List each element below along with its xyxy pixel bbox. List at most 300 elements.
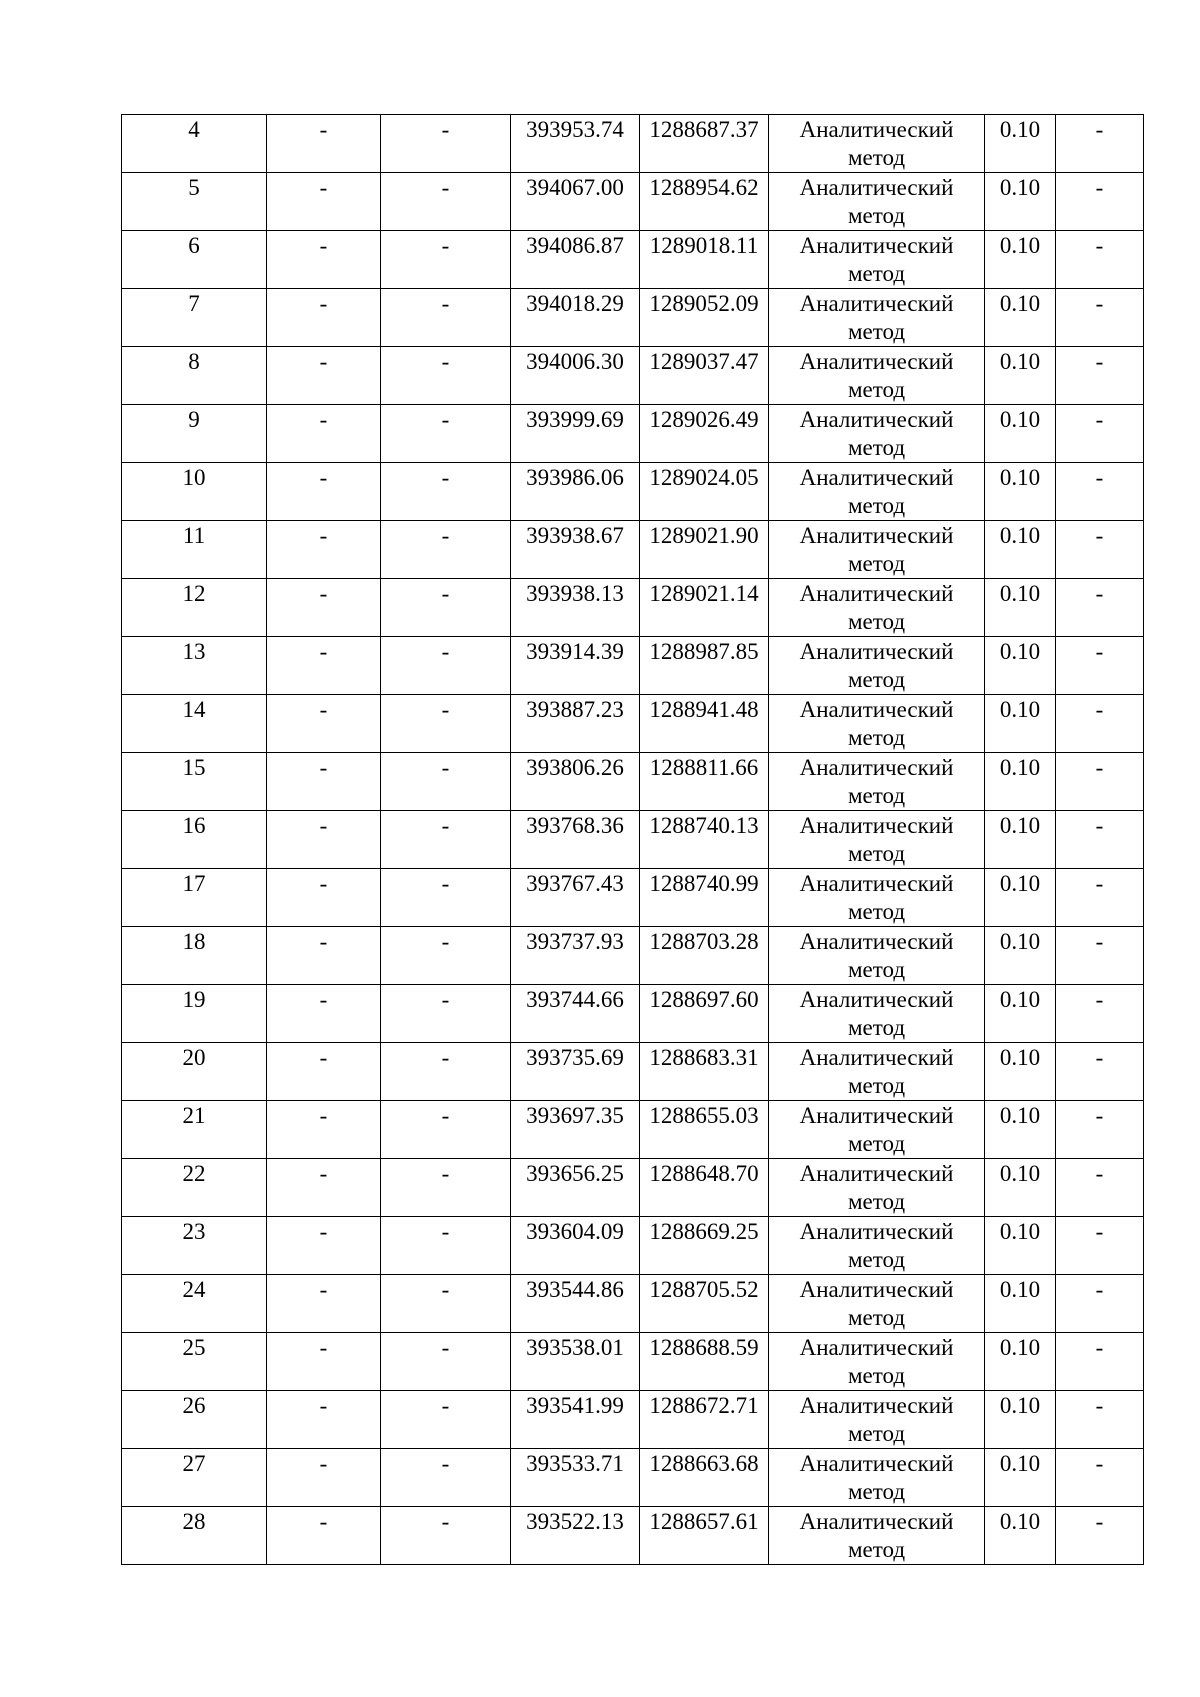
point-number-cell — [122, 1449, 267, 1507]
point-number-cell — [122, 1159, 267, 1217]
point-number-cell — [122, 347, 267, 405]
method-cell-text: Аналитический метод — [799, 1103, 954, 1156]
point-number-cell-text: 22 — [182, 1161, 206, 1186]
coordinate-y-cell-text: 1289024.05 — [649, 465, 759, 490]
coordinate-x-cell — [511, 1333, 640, 1391]
coordinate-x-cell-text: 393938.67 — [526, 523, 624, 548]
empty-dash-cell-text: - — [319, 291, 328, 316]
coordinate-x-cell-text: 393735.69 — [526, 1045, 624, 1070]
point-number-cell-text: 24 — [182, 1277, 206, 1302]
accuracy-cell-text: 0.10 — [999, 813, 1041, 838]
method-cell-text: Аналитический метод — [799, 1161, 954, 1214]
accuracy-cell — [985, 1217, 1056, 1275]
coordinate-x-cell — [511, 521, 640, 579]
coordinate-y-cell-text: 1288697.60 — [649, 987, 759, 1012]
empty-dash-cell-text: - — [441, 813, 450, 838]
empty-dash-cell — [381, 231, 511, 289]
coordinate-x-cell — [511, 1391, 640, 1449]
method-cell — [769, 405, 985, 463]
empty-dash-cell — [381, 1159, 511, 1217]
accuracy-cell-text: 0.10 — [999, 407, 1041, 432]
empty-dash-cell-text: - — [319, 639, 328, 664]
empty-dash-cell-text: - — [319, 1451, 328, 1476]
point-number-cell — [122, 579, 267, 637]
accuracy-cell-text: 0.10 — [999, 581, 1041, 606]
empty-dash-cell-text: - — [319, 581, 328, 606]
accuracy-cell-text: 0.10 — [999, 1103, 1041, 1128]
method-cell-text: Аналитический метод — [799, 581, 954, 634]
empty-dash-cell — [1056, 1217, 1144, 1275]
empty-dash-cell — [381, 521, 511, 579]
empty-dash-cell — [1056, 637, 1144, 695]
empty-dash-cell-text: - — [319, 1277, 328, 1302]
coordinate-x-cell-text: 393533.71 — [526, 1451, 624, 1476]
empty-dash-cell-text: - — [441, 523, 450, 548]
point-number-cell-text: 4 — [188, 117, 200, 142]
table-row — [122, 1217, 1144, 1275]
table-row — [122, 927, 1144, 985]
empty-dash-cell-text: - — [441, 291, 450, 316]
coordinate-y-cell-text: 1289021.14 — [649, 581, 759, 606]
point-number-cell — [122, 1043, 267, 1101]
empty-dash-cell — [267, 1507, 381, 1565]
coordinate-y-cell — [640, 985, 769, 1043]
coordinate-y-cell-text: 1288688.59 — [649, 1335, 759, 1360]
method-cell — [769, 1043, 985, 1101]
coordinate-y-cell-text: 1289026.49 — [649, 407, 759, 432]
accuracy-cell-text: 0.10 — [999, 233, 1041, 258]
empty-dash-cell — [1056, 1333, 1144, 1391]
coordinate-y-cell — [640, 115, 769, 173]
coordinate-x-cell — [511, 173, 640, 231]
empty-dash-cell — [267, 463, 381, 521]
coordinate-x-cell-text: 393541.99 — [526, 1393, 624, 1418]
method-cell-text: Аналитический метод — [799, 175, 954, 228]
coordinate-x-cell-text: 393737.93 — [526, 929, 624, 954]
method-cell-text: Аналитический метод — [799, 987, 954, 1040]
table-row — [122, 695, 1144, 753]
empty-dash-cell — [381, 347, 511, 405]
table-row — [122, 405, 1144, 463]
empty-dash-cell — [381, 1391, 511, 1449]
empty-dash-cell — [1056, 985, 1144, 1043]
coordinate-y-cell-text: 1288705.52 — [649, 1277, 759, 1302]
point-number-cell — [122, 927, 267, 985]
empty-dash-cell — [267, 695, 381, 753]
coordinate-x-cell-text: 394006.30 — [526, 349, 624, 374]
table-row — [122, 985, 1144, 1043]
empty-dash-cell-text: - — [319, 1161, 328, 1186]
method-cell — [769, 1449, 985, 1507]
coordinate-y-cell-text: 1288648.70 — [649, 1161, 759, 1186]
empty-dash-cell-text: - — [441, 1509, 450, 1534]
coordinate-x-cell-text: 393697.35 — [526, 1103, 624, 1128]
method-cell — [769, 173, 985, 231]
coordinate-x-cell-text: 393887.23 — [526, 697, 624, 722]
empty-dash-cell — [267, 1449, 381, 1507]
empty-dash-cell-text: - — [319, 871, 328, 896]
coordinate-y-cell — [640, 1101, 769, 1159]
empty-dash-cell — [381, 1275, 511, 1333]
table-row — [122, 1159, 1144, 1217]
coordinate-x-cell-text: 393538.01 — [526, 1335, 624, 1360]
empty-dash-cell-text: - — [441, 1335, 450, 1360]
point-number-cell-text: 27 — [182, 1451, 206, 1476]
accuracy-cell — [985, 521, 1056, 579]
method-cell — [769, 521, 985, 579]
accuracy-cell-text: 0.10 — [999, 1219, 1041, 1244]
table-row — [122, 637, 1144, 695]
coordinate-y-cell — [640, 1391, 769, 1449]
empty-dash-cell — [267, 869, 381, 927]
point-number-cell-text: 16 — [182, 813, 206, 838]
empty-dash-cell-text: - — [1095, 1219, 1104, 1244]
coordinate-y-cell — [640, 637, 769, 695]
coordinate-x-cell — [511, 463, 640, 521]
accuracy-cell — [985, 173, 1056, 231]
empty-dash-cell-text: - — [441, 581, 450, 606]
coordinate-x-cell-text: 393938.13 — [526, 581, 624, 606]
accuracy-cell-text: 0.10 — [999, 1393, 1041, 1418]
accuracy-cell — [985, 1101, 1056, 1159]
accuracy-cell-text: 0.10 — [999, 987, 1041, 1012]
coordinate-y-cell — [640, 1275, 769, 1333]
empty-dash-cell-text: - — [1095, 639, 1104, 664]
accuracy-cell — [985, 1507, 1056, 1565]
empty-dash-cell — [381, 1333, 511, 1391]
empty-dash-cell — [1056, 289, 1144, 347]
accuracy-cell-text: 0.10 — [999, 1509, 1041, 1534]
method-cell-text: Аналитический метод — [799, 1451, 954, 1504]
empty-dash-cell-text: - — [441, 1277, 450, 1302]
coordinate-x-cell — [511, 811, 640, 869]
coordinate-x-cell-text: 393768.36 — [526, 813, 624, 838]
coordinate-x-cell — [511, 115, 640, 173]
empty-dash-cell — [267, 1275, 381, 1333]
accuracy-cell — [985, 463, 1056, 521]
method-cell — [769, 985, 985, 1043]
table-row — [122, 579, 1144, 637]
empty-dash-cell-text: - — [319, 523, 328, 548]
table-row — [122, 811, 1144, 869]
point-number-cell-text: 19 — [182, 987, 206, 1012]
coordinate-y-cell — [640, 1333, 769, 1391]
empty-dash-cell — [1056, 1043, 1144, 1101]
empty-dash-cell — [381, 927, 511, 985]
coordinate-y-cell — [640, 173, 769, 231]
point-number-cell-text: 17 — [182, 871, 206, 896]
empty-dash-cell-text: - — [441, 1045, 450, 1070]
accuracy-cell-text: 0.10 — [999, 929, 1041, 954]
point-number-cell — [122, 231, 267, 289]
coordinate-x-cell-text: 393604.09 — [526, 1219, 624, 1244]
method-cell-text: Аналитический метод — [799, 1393, 954, 1446]
coordinate-y-cell-text: 1289018.11 — [649, 233, 759, 258]
empty-dash-cell-text: - — [1095, 1045, 1104, 1070]
coordinate-y-cell — [640, 1507, 769, 1565]
point-number-cell-text: 10 — [182, 465, 206, 490]
empty-dash-cell-text: - — [441, 1219, 450, 1244]
empty-dash-cell — [381, 463, 511, 521]
empty-dash-cell-text: - — [319, 1045, 328, 1070]
method-cell — [769, 927, 985, 985]
empty-dash-cell-text: - — [441, 175, 450, 200]
coordinate-x-cell — [511, 1043, 640, 1101]
method-cell-text: Аналитический метод — [799, 1277, 954, 1330]
empty-dash-cell-text: - — [1095, 929, 1104, 954]
empty-dash-cell-text: - — [441, 697, 450, 722]
empty-dash-cell — [267, 115, 381, 173]
coordinate-x-cell — [511, 695, 640, 753]
accuracy-cell — [985, 347, 1056, 405]
point-number-cell-text: 11 — [182, 523, 206, 548]
point-number-cell — [122, 1101, 267, 1159]
empty-dash-cell — [1056, 1101, 1144, 1159]
accuracy-cell — [985, 115, 1056, 173]
coordinate-x-cell — [511, 579, 640, 637]
empty-dash-cell-text: - — [441, 1451, 450, 1476]
coordinate-x-cell — [511, 1449, 640, 1507]
method-cell-text: Аналитический метод — [799, 929, 954, 982]
empty-dash-cell-text: - — [319, 987, 328, 1012]
coordinate-y-cell — [640, 521, 769, 579]
point-number-cell — [122, 1217, 267, 1275]
coordinate-y-cell-text: 1289037.47 — [649, 349, 759, 374]
empty-dash-cell — [1056, 1507, 1144, 1565]
empty-dash-cell-text: - — [319, 755, 328, 780]
empty-dash-cell-text: - — [1095, 1103, 1104, 1128]
coordinate-x-cell — [511, 1159, 640, 1217]
empty-dash-cell — [1056, 405, 1144, 463]
accuracy-cell — [985, 927, 1056, 985]
empty-dash-cell — [267, 1043, 381, 1101]
empty-dash-cell — [381, 1507, 511, 1565]
empty-dash-cell-text: - — [319, 407, 328, 432]
accuracy-cell-text: 0.10 — [999, 1451, 1041, 1476]
point-number-cell — [122, 1391, 267, 1449]
empty-dash-cell-text: - — [1095, 233, 1104, 258]
coordinate-x-cell — [511, 289, 640, 347]
coordinate-x-cell — [511, 347, 640, 405]
table-row — [122, 1275, 1144, 1333]
point-number-cell — [122, 463, 267, 521]
coordinate-x-cell-text: 393522.13 — [526, 1509, 624, 1534]
empty-dash-cell-text: - — [1095, 349, 1104, 374]
method-cell — [769, 347, 985, 405]
empty-dash-cell-text: - — [319, 1393, 328, 1418]
table-row — [122, 1043, 1144, 1101]
accuracy-cell — [985, 1391, 1056, 1449]
point-number-cell-text: 18 — [182, 929, 206, 954]
empty-dash-cell — [1056, 173, 1144, 231]
table-row — [122, 1507, 1144, 1565]
method-cell — [769, 1275, 985, 1333]
empty-dash-cell — [381, 115, 511, 173]
coordinates-table — [121, 114, 1144, 1565]
coordinate-x-cell-text: 393767.43 — [526, 871, 624, 896]
empty-dash-cell — [267, 579, 381, 637]
coordinate-x-cell — [511, 1507, 640, 1565]
coordinate-y-cell-text: 1288655.03 — [649, 1103, 759, 1128]
coordinate-y-cell-text: 1288954.62 — [649, 175, 759, 200]
empty-dash-cell — [1056, 869, 1144, 927]
accuracy-cell-text: 0.10 — [999, 1161, 1041, 1186]
empty-dash-cell — [267, 405, 381, 463]
coordinate-x-cell — [511, 637, 640, 695]
point-number-cell — [122, 289, 267, 347]
empty-dash-cell — [381, 1101, 511, 1159]
method-cell-text: Аналитический метод — [799, 755, 954, 808]
accuracy-cell-text: 0.10 — [999, 291, 1041, 316]
coordinate-y-cell-text: 1288941.48 — [649, 697, 759, 722]
coordinate-y-cell-text: 1289052.09 — [649, 291, 759, 316]
empty-dash-cell — [267, 347, 381, 405]
coordinate-x-cell — [511, 985, 640, 1043]
point-number-cell — [122, 753, 267, 811]
empty-dash-cell — [267, 289, 381, 347]
empty-dash-cell — [381, 985, 511, 1043]
table-row — [122, 1101, 1144, 1159]
empty-dash-cell-text: - — [319, 929, 328, 954]
accuracy-cell — [985, 1043, 1056, 1101]
table-row — [122, 521, 1144, 579]
empty-dash-cell-text: - — [1095, 1161, 1104, 1186]
coordinate-x-cell-text: 393999.69 — [526, 407, 624, 432]
method-cell-text: Аналитический метод — [799, 1045, 954, 1098]
coordinate-x-cell-text: 393744.66 — [526, 987, 624, 1012]
table-row — [122, 1333, 1144, 1391]
method-cell-text: Аналитический метод — [799, 233, 954, 286]
empty-dash-cell-text: - — [1095, 291, 1104, 316]
accuracy-cell-text: 0.10 — [999, 175, 1041, 200]
point-number-cell-text: 12 — [182, 581, 206, 606]
accuracy-cell — [985, 231, 1056, 289]
table-row — [122, 869, 1144, 927]
empty-dash-cell-text: - — [441, 871, 450, 896]
table-row — [122, 115, 1144, 173]
point-number-cell — [122, 985, 267, 1043]
empty-dash-cell-text: - — [1095, 465, 1104, 490]
empty-dash-cell — [267, 637, 381, 695]
empty-dash-cell — [267, 1159, 381, 1217]
empty-dash-cell — [381, 579, 511, 637]
point-number-cell-text: 14 — [182, 697, 206, 722]
coordinate-x-cell-text: 393656.25 — [526, 1161, 624, 1186]
point-number-cell — [122, 405, 267, 463]
point-number-cell-text: 20 — [182, 1045, 206, 1070]
accuracy-cell — [985, 637, 1056, 695]
method-cell — [769, 115, 985, 173]
coordinate-x-cell-text: 394018.29 — [526, 291, 624, 316]
method-cell — [769, 289, 985, 347]
method-cell — [769, 579, 985, 637]
method-cell — [769, 1507, 985, 1565]
empty-dash-cell-text: - — [441, 349, 450, 374]
point-number-cell — [122, 115, 267, 173]
empty-dash-cell — [381, 289, 511, 347]
empty-dash-cell-text: - — [319, 233, 328, 258]
method-cell — [769, 1333, 985, 1391]
coordinate-x-cell — [511, 927, 640, 985]
method-cell-text: Аналитический метод — [799, 407, 954, 460]
empty-dash-cell-text: - — [1095, 581, 1104, 606]
empty-dash-cell-text: - — [1095, 755, 1104, 780]
method-cell — [769, 869, 985, 927]
empty-dash-cell-text: - — [319, 1335, 328, 1360]
point-number-cell-text: 9 — [188, 407, 200, 432]
empty-dash-cell-text: - — [1095, 697, 1104, 722]
empty-dash-cell-text: - — [441, 987, 450, 1012]
empty-dash-cell — [1056, 231, 1144, 289]
empty-dash-cell — [1056, 927, 1144, 985]
empty-dash-cell-text: - — [319, 117, 328, 142]
coordinate-y-cell-text: 1288663.68 — [649, 1451, 759, 1476]
coordinate-y-cell — [640, 1159, 769, 1217]
coordinate-x-cell-text: 393544.86 — [526, 1277, 624, 1302]
empty-dash-cell — [267, 173, 381, 231]
accuracy-cell — [985, 1159, 1056, 1217]
empty-dash-cell-text: - — [441, 407, 450, 432]
empty-dash-cell — [267, 521, 381, 579]
point-number-cell — [122, 637, 267, 695]
empty-dash-cell — [267, 927, 381, 985]
empty-dash-cell-text: - — [1095, 813, 1104, 838]
method-cell-text: Аналитический метод — [799, 1335, 954, 1388]
accuracy-cell — [985, 811, 1056, 869]
method-cell — [769, 1159, 985, 1217]
coordinate-y-cell — [640, 1449, 769, 1507]
empty-dash-cell — [267, 1391, 381, 1449]
coordinate-x-cell-text: 393806.26 — [526, 755, 624, 780]
method-cell-text: Аналитический метод — [799, 639, 954, 692]
accuracy-cell — [985, 1333, 1056, 1391]
empty-dash-cell — [267, 1101, 381, 1159]
method-cell-text: Аналитический метод — [799, 871, 954, 924]
empty-dash-cell — [1056, 1275, 1144, 1333]
point-number-cell — [122, 695, 267, 753]
point-number-cell-text: 26 — [182, 1393, 206, 1418]
empty-dash-cell-text: - — [1095, 1509, 1104, 1534]
empty-dash-cell-text: - — [441, 1103, 450, 1128]
empty-dash-cell — [1056, 579, 1144, 637]
coordinate-y-cell — [640, 579, 769, 637]
coordinate-y-cell — [640, 347, 769, 405]
empty-dash-cell — [1056, 463, 1144, 521]
coordinate-y-cell — [640, 695, 769, 753]
point-number-cell — [122, 869, 267, 927]
method-cell — [769, 637, 985, 695]
coordinate-x-cell — [511, 1101, 640, 1159]
accuracy-cell-text: 0.10 — [999, 465, 1041, 490]
empty-dash-cell — [1056, 347, 1144, 405]
coordinate-y-cell — [640, 289, 769, 347]
coordinate-y-cell-text: 1288740.99 — [649, 871, 759, 896]
point-number-cell — [122, 1333, 267, 1391]
accuracy-cell-text: 0.10 — [999, 871, 1041, 896]
accuracy-cell — [985, 405, 1056, 463]
method-cell — [769, 1101, 985, 1159]
empty-dash-cell — [381, 1449, 511, 1507]
coordinate-y-cell-text: 1288657.61 — [649, 1509, 759, 1534]
empty-dash-cell-text: - — [441, 1393, 450, 1418]
accuracy-cell-text: 0.10 — [999, 117, 1041, 142]
coordinate-y-cell-text: 1288669.25 — [649, 1219, 759, 1244]
accuracy-cell — [985, 1275, 1056, 1333]
coordinate-y-cell-text: 1288687.37 — [649, 117, 759, 142]
accuracy-cell-text: 0.10 — [999, 523, 1041, 548]
coordinate-y-cell — [640, 753, 769, 811]
empty-dash-cell-text: - — [441, 639, 450, 664]
